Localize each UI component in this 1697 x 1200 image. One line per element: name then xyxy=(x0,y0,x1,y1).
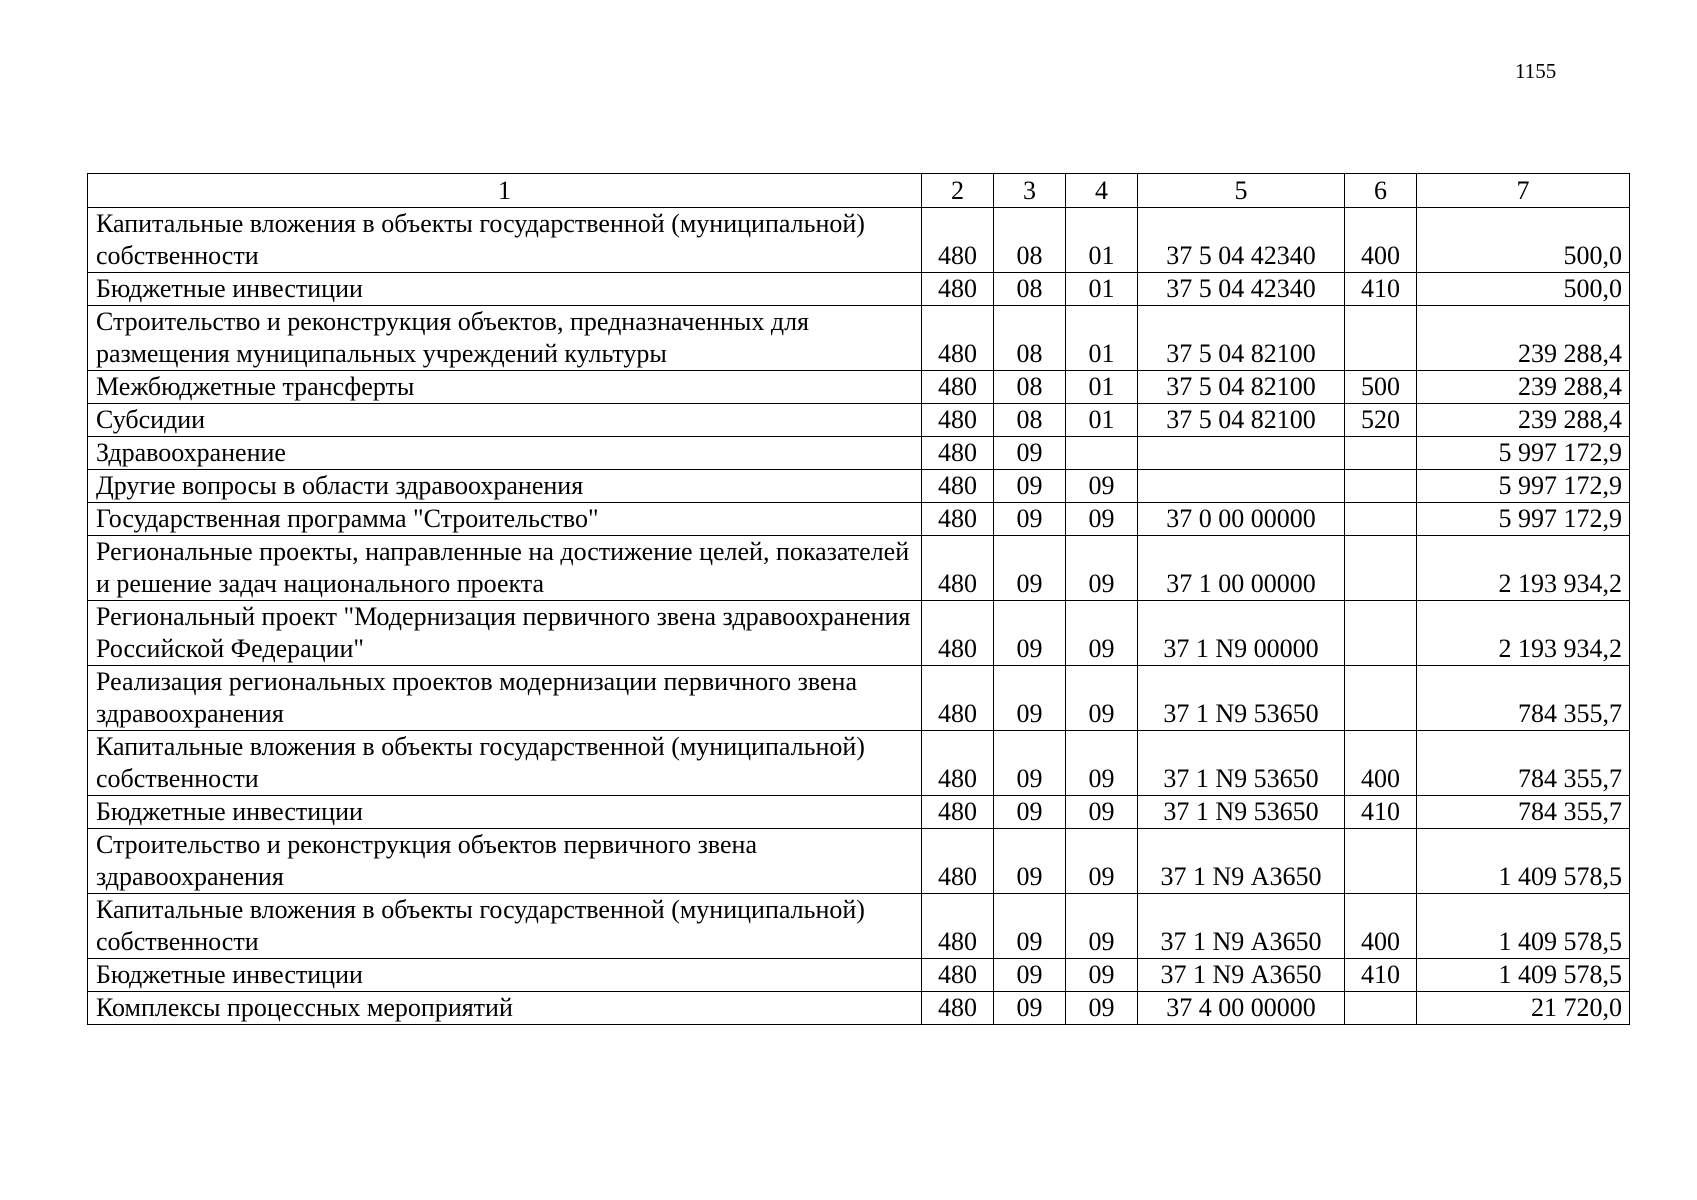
table-row xyxy=(88,894,1630,959)
section-code-cell: 09 xyxy=(994,666,1066,731)
section-code-cell: 09 xyxy=(994,503,1066,536)
table-row xyxy=(88,437,1630,470)
expense-kind-cell: 520 xyxy=(1345,404,1417,437)
subsection-code-cell: 01 xyxy=(1066,371,1138,404)
target-code-cell: 37 0 00 00000 xyxy=(1138,503,1345,536)
target-code-cell: 37 1 N9 А3650 xyxy=(1138,959,1345,992)
admin-code-cell: 480 xyxy=(922,731,994,796)
column-header: 7 xyxy=(1417,174,1630,208)
subsection-code-cell: 09 xyxy=(1066,894,1138,959)
table-row xyxy=(88,503,1630,536)
target-code-cell: 37 5 04 82100 xyxy=(1138,306,1345,371)
subsection-code-cell: 09 xyxy=(1066,503,1138,536)
section-code-cell: 09 xyxy=(994,601,1066,666)
expense-kind-cell xyxy=(1345,992,1417,1025)
admin-code-cell: 480 xyxy=(922,437,994,470)
amount-cell: 784 355,7 xyxy=(1417,796,1630,829)
section-code-cell: 09 xyxy=(994,959,1066,992)
subsection-code-cell xyxy=(1066,437,1138,470)
table-row xyxy=(88,273,1630,306)
admin-code-cell: 480 xyxy=(922,404,994,437)
subsection-code-cell: 01 xyxy=(1066,208,1138,273)
expense-kind-cell xyxy=(1345,306,1417,371)
admin-code-cell: 480 xyxy=(922,503,994,536)
table-row xyxy=(88,601,1630,666)
target-code-cell: 37 1 N9 53650 xyxy=(1138,666,1345,731)
amount-cell: 500,0 xyxy=(1417,273,1630,306)
expense-kind-cell xyxy=(1345,666,1417,731)
admin-code-cell: 480 xyxy=(922,306,994,371)
table-row xyxy=(88,796,1630,829)
table-row xyxy=(88,470,1630,503)
section-code-cell: 08 xyxy=(994,208,1066,273)
target-code-cell: 37 1 N9 53650 xyxy=(1138,731,1345,796)
amount-cell: 2 193 934,2 xyxy=(1417,601,1630,666)
section-code-cell: 08 xyxy=(994,306,1066,371)
admin-code-cell: 480 xyxy=(922,536,994,601)
section-code-cell: 09 xyxy=(994,437,1066,470)
admin-code-cell: 480 xyxy=(922,959,994,992)
table-row xyxy=(88,829,1630,894)
expense-kind-cell xyxy=(1345,470,1417,503)
section-code-cell: 08 xyxy=(994,404,1066,437)
subsection-code-cell: 09 xyxy=(1066,536,1138,601)
row-name-cell: Региональный проект "Модернизация первичного звена здравоохранения Российской Федерации" xyxy=(88,601,922,666)
admin-code-cell: 480 xyxy=(922,666,994,731)
table-row xyxy=(88,666,1630,731)
section-code-cell: 09 xyxy=(994,894,1066,959)
amount-cell: 239 288,4 xyxy=(1417,371,1630,404)
target-code-cell: 37 5 04 82100 xyxy=(1138,371,1345,404)
section-code-cell: 09 xyxy=(994,470,1066,503)
row-name-cell: Капитальные вложения в объекты государственной (муниципальной) собственности xyxy=(88,731,922,796)
row-name-cell: Межбюджетные трансферты xyxy=(88,371,922,404)
expense-kind-cell: 410 xyxy=(1345,796,1417,829)
amount-cell: 784 355,7 xyxy=(1417,666,1630,731)
table-row xyxy=(88,208,1630,273)
subsection-code-cell: 09 xyxy=(1066,959,1138,992)
row-name-cell: Реализация региональных проектов модернизации первичного звена здравоохранения xyxy=(88,666,922,731)
admin-code-cell: 480 xyxy=(922,796,994,829)
amount-cell: 1 409 578,5 xyxy=(1417,959,1630,992)
expense-kind-cell xyxy=(1345,829,1417,894)
row-name-cell: Здравоохранение xyxy=(88,437,922,470)
admin-code-cell: 480 xyxy=(922,470,994,503)
amount-cell: 1 409 578,5 xyxy=(1417,829,1630,894)
column-header: 5 xyxy=(1138,174,1345,208)
section-code-cell: 08 xyxy=(994,273,1066,306)
subsection-code-cell: 01 xyxy=(1066,273,1138,306)
page-number: 1155 xyxy=(1515,59,1557,83)
target-code-cell xyxy=(1138,437,1345,470)
section-code-cell: 09 xyxy=(994,731,1066,796)
target-code-cell: 37 1 N9 А3650 xyxy=(1138,829,1345,894)
budget-table xyxy=(87,173,1630,1025)
amount-cell: 239 288,4 xyxy=(1417,306,1630,371)
target-code-cell: 37 1 N9 00000 xyxy=(1138,601,1345,666)
expense-kind-cell: 500 xyxy=(1345,371,1417,404)
row-name-cell: Капитальные вложения в объекты государственной (муниципальной) собственности xyxy=(88,208,922,273)
subsection-code-cell: 09 xyxy=(1066,796,1138,829)
row-name-cell: Бюджетные инвестиции xyxy=(88,273,922,306)
target-code-cell: 37 1 00 00000 xyxy=(1138,536,1345,601)
subsection-code-cell: 01 xyxy=(1066,404,1138,437)
subsection-code-cell: 09 xyxy=(1066,829,1138,894)
admin-code-cell: 480 xyxy=(922,992,994,1025)
table-body xyxy=(88,174,1630,1025)
section-code-cell: 09 xyxy=(994,536,1066,601)
column-header: 6 xyxy=(1345,174,1417,208)
row-name-cell: Субсидии xyxy=(88,404,922,437)
expense-kind-cell: 400 xyxy=(1345,731,1417,796)
section-code-cell: 09 xyxy=(994,796,1066,829)
table-row xyxy=(88,959,1630,992)
expense-kind-cell: 410 xyxy=(1345,959,1417,992)
row-name-cell: Бюджетные инвестиции xyxy=(88,796,922,829)
amount-cell: 239 288,4 xyxy=(1417,404,1630,437)
table-row xyxy=(88,536,1630,601)
target-code-cell: 37 5 04 42340 xyxy=(1138,208,1345,273)
target-code-cell: 37 5 04 42340 xyxy=(1138,273,1345,306)
target-code-cell: 37 4 00 00000 xyxy=(1138,992,1345,1025)
table-row xyxy=(88,992,1630,1025)
amount-cell: 5 997 172,9 xyxy=(1417,470,1630,503)
section-code-cell: 08 xyxy=(994,371,1066,404)
subsection-code-cell: 09 xyxy=(1066,470,1138,503)
subsection-code-cell: 09 xyxy=(1066,601,1138,666)
amount-cell: 5 997 172,9 xyxy=(1417,437,1630,470)
admin-code-cell: 480 xyxy=(922,829,994,894)
header-row xyxy=(88,174,1630,208)
amount-cell: 5 997 172,9 xyxy=(1417,503,1630,536)
expense-kind-cell xyxy=(1345,437,1417,470)
section-code-cell: 09 xyxy=(994,992,1066,1025)
admin-code-cell: 480 xyxy=(922,601,994,666)
expense-kind-cell xyxy=(1345,503,1417,536)
expense-kind-cell: 400 xyxy=(1345,894,1417,959)
column-header: 1 xyxy=(88,174,922,208)
table-row xyxy=(88,731,1630,796)
admin-code-cell: 480 xyxy=(922,894,994,959)
subsection-code-cell: 09 xyxy=(1066,731,1138,796)
expense-kind-cell: 400 xyxy=(1345,208,1417,273)
amount-cell: 784 355,7 xyxy=(1417,731,1630,796)
column-header: 4 xyxy=(1066,174,1138,208)
table-row xyxy=(88,371,1630,404)
section-code-cell: 09 xyxy=(994,829,1066,894)
column-header: 2 xyxy=(922,174,994,208)
subsection-code-cell: 09 xyxy=(1066,992,1138,1025)
expense-kind-cell: 410 xyxy=(1345,273,1417,306)
subsection-code-cell: 01 xyxy=(1066,306,1138,371)
row-name-cell: Строительство и реконструкция объектов первичного звена здравоохранения xyxy=(88,829,922,894)
row-name-cell: Другие вопросы в области здравоохранения xyxy=(88,470,922,503)
target-code-cell: 37 5 04 82100 xyxy=(1138,404,1345,437)
row-name-cell: Строительство и реконструкция объектов, предназначенных для размещения муниципальных учреждений культуры xyxy=(88,306,922,371)
admin-code-cell: 480 xyxy=(922,273,994,306)
table-row xyxy=(88,404,1630,437)
amount-cell: 1 409 578,5 xyxy=(1417,894,1630,959)
admin-code-cell: 480 xyxy=(922,371,994,404)
subsection-code-cell: 09 xyxy=(1066,666,1138,731)
row-name-cell: Бюджетные инвестиции xyxy=(88,959,922,992)
expense-kind-cell xyxy=(1345,536,1417,601)
row-name-cell: Комплексы процессных мероприятий xyxy=(88,992,922,1025)
row-name-cell: Региональные проекты, направленные на достижение целей, показателей и решение задач национального проекта xyxy=(88,536,922,601)
admin-code-cell: 480 xyxy=(922,208,994,273)
target-code-cell: 37 1 N9 53650 xyxy=(1138,796,1345,829)
amount-cell: 2 193 934,2 xyxy=(1417,536,1630,601)
row-name-cell: Государственная программа "Строительство" xyxy=(88,503,922,536)
table-row xyxy=(88,306,1630,371)
target-code-cell xyxy=(1138,470,1345,503)
amount-cell: 500,0 xyxy=(1417,208,1630,273)
column-header: 3 xyxy=(994,174,1066,208)
target-code-cell: 37 1 N9 А3650 xyxy=(1138,894,1345,959)
expense-kind-cell xyxy=(1345,601,1417,666)
row-name-cell: Капитальные вложения в объекты государственной (муниципальной) собственности xyxy=(88,894,922,959)
amount-cell: 21 720,0 xyxy=(1417,992,1630,1025)
